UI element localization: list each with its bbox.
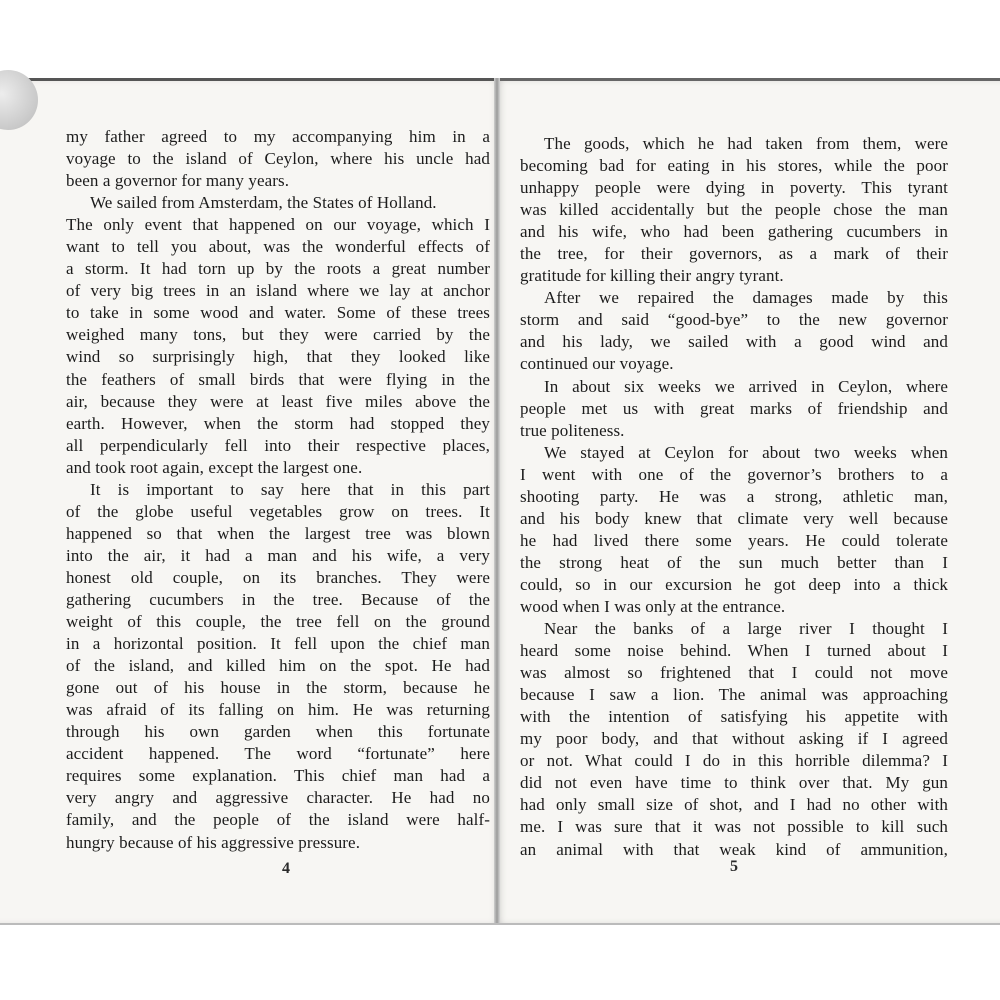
text-line: air, because they were at least five miles above the bbox=[66, 391, 490, 411]
text-line: After we repaired the damages made by this bbox=[544, 288, 948, 308]
text-line: was afraid of its falling on him. He was returning bbox=[66, 700, 490, 720]
text-line: gone out of his house in the storm, because he bbox=[66, 678, 490, 698]
text-line: It is important to say here that in this part bbox=[90, 479, 490, 499]
text-line: and his body knew that climate very well because bbox=[520, 508, 948, 528]
text-line: my father agreed to my accompanying him in a bbox=[66, 127, 490, 146]
right-page-text bbox=[520, 133, 948, 861]
text-line: of the globe useful vegetables grow on trees. It bbox=[66, 501, 490, 521]
text-line: of the island, and killed him on the spot. He had bbox=[66, 656, 490, 676]
text-line: of very big trees in an island where we lay at anchor bbox=[66, 281, 490, 301]
text-line: The goods, which he had taken from them, were bbox=[544, 134, 948, 153]
text-line: and his lady, we sailed with a good wind and bbox=[520, 332, 948, 352]
text-line: was almost so frightened that I could not move bbox=[520, 663, 948, 683]
text-line: very angry and aggressive character. He had no bbox=[66, 788, 490, 808]
text-line: or not. What could I do in this horrible dilemma? I bbox=[520, 751, 948, 771]
text-line: family, and the people of the island were half- bbox=[66, 810, 490, 830]
text-line: The only event that happened on our voyage, which I bbox=[66, 215, 490, 235]
left-page-text bbox=[66, 126, 490, 854]
text-line: because I saw a lion. The animal was approaching bbox=[520, 685, 948, 705]
text-line: the tree, for their governors, as a mark of their bbox=[520, 244, 948, 264]
text-line: had only small size of shot, and I had no other with bbox=[520, 795, 948, 815]
text-line: with the intention of satisfying his appetite with bbox=[520, 707, 948, 727]
text-line: wood when I was only at the entrance. bbox=[520, 596, 786, 616]
text-line: was killed accidentally but the people chose the man bbox=[520, 200, 948, 220]
text-line: weight of this couple, the tree fell on the ground bbox=[66, 612, 490, 632]
text-line: We sailed from Amsterdam, the States of Holland. bbox=[90, 193, 437, 213]
text-line: people met us with great marks of friendship and bbox=[520, 398, 948, 418]
text-line: he had lived there some years. He could tolerate bbox=[520, 530, 948, 550]
text-line: in a horizontal position. It fell upon the chief man bbox=[66, 634, 490, 654]
text-line: gratitude for killing their angry tyrant. bbox=[520, 266, 784, 286]
text-line: unhappy people were dying in poverty. This tyrant bbox=[520, 178, 948, 198]
text-line: storm and said “good-bye” to the new governor bbox=[520, 310, 948, 330]
text-line: my poor body, and that without asking if I agreed bbox=[520, 729, 948, 749]
text-line: I went with one of the governor’s brothers to a bbox=[520, 464, 948, 484]
text-line: We stayed at Ceylon for about two weeks when bbox=[544, 442, 948, 462]
text-line: honest old couple, on its branches. They were bbox=[66, 567, 490, 587]
text-line: and his wife, who had been gathering cucumbers in bbox=[520, 222, 948, 242]
text-line: accident happened. The word “fortunate” here bbox=[66, 744, 490, 764]
text-line: Near the banks of a large river I thought I bbox=[544, 619, 948, 639]
text-line: want to tell you about, was the wonderful effects of bbox=[66, 237, 490, 257]
text-line: all perpendicularly fell into their respective places, bbox=[66, 435, 490, 455]
text-line: the feathers of small birds that were flying in the bbox=[66, 369, 490, 389]
text-line: and took root again, except the largest one. bbox=[66, 457, 363, 477]
text-line: could, so in our excursion he got deep into a thick bbox=[520, 574, 948, 594]
text-line: the strong heat of the sun much better than I bbox=[520, 552, 948, 572]
text-line: voyage to the island of Ceylon, where his uncle had bbox=[66, 149, 490, 169]
text-line: been a governor for many years. bbox=[66, 171, 290, 191]
text-line: gathering cucumbers in the tree. Because of the bbox=[66, 589, 490, 609]
text-line: did not even have time to think over that. My gun bbox=[520, 773, 948, 793]
text-line: a storm. It had torn up by the roots a great number bbox=[66, 259, 490, 279]
text-line: hungry because of his aggressive pressure. bbox=[66, 832, 361, 852]
page-number-right: 5 bbox=[730, 858, 738, 875]
text-line: happened so that when the largest tree was blown bbox=[66, 523, 490, 543]
text-line: continued our voyage. bbox=[520, 354, 674, 374]
text-line: earth. However, when the storm had stopped they bbox=[66, 413, 490, 433]
text-line: me. I was sure that it was not possible to kill such bbox=[520, 817, 948, 837]
text-line: becoming bad for eating in his stores, while the poor bbox=[520, 156, 948, 176]
text-line: requires some explanation. This chief man had a bbox=[66, 766, 490, 786]
text-line: shooting party. He was a strong, athletic man, bbox=[520, 486, 948, 506]
text-line: through his own garden when this fortunate bbox=[66, 722, 490, 742]
text-line: an animal with that weak kind of ammunition, bbox=[520, 839, 948, 859]
text-line: into the air, it had a man and his wife, a very bbox=[66, 545, 490, 565]
text-line: true politeness. bbox=[520, 420, 625, 440]
text-line: to take in some wood and water. Some of these trees bbox=[66, 303, 490, 323]
page-number-left: 4 bbox=[282, 860, 290, 877]
text-line: wind so surprisingly high, that they looked like bbox=[66, 347, 490, 367]
book-spine-gutter bbox=[494, 78, 500, 923]
text-line: In about six weeks we arrived in Ceylon, where bbox=[544, 376, 948, 396]
text-line: heard some noise behind. When I turned about I bbox=[520, 641, 948, 661]
text-line: weighed many tons, but they were carried by the bbox=[66, 325, 490, 345]
